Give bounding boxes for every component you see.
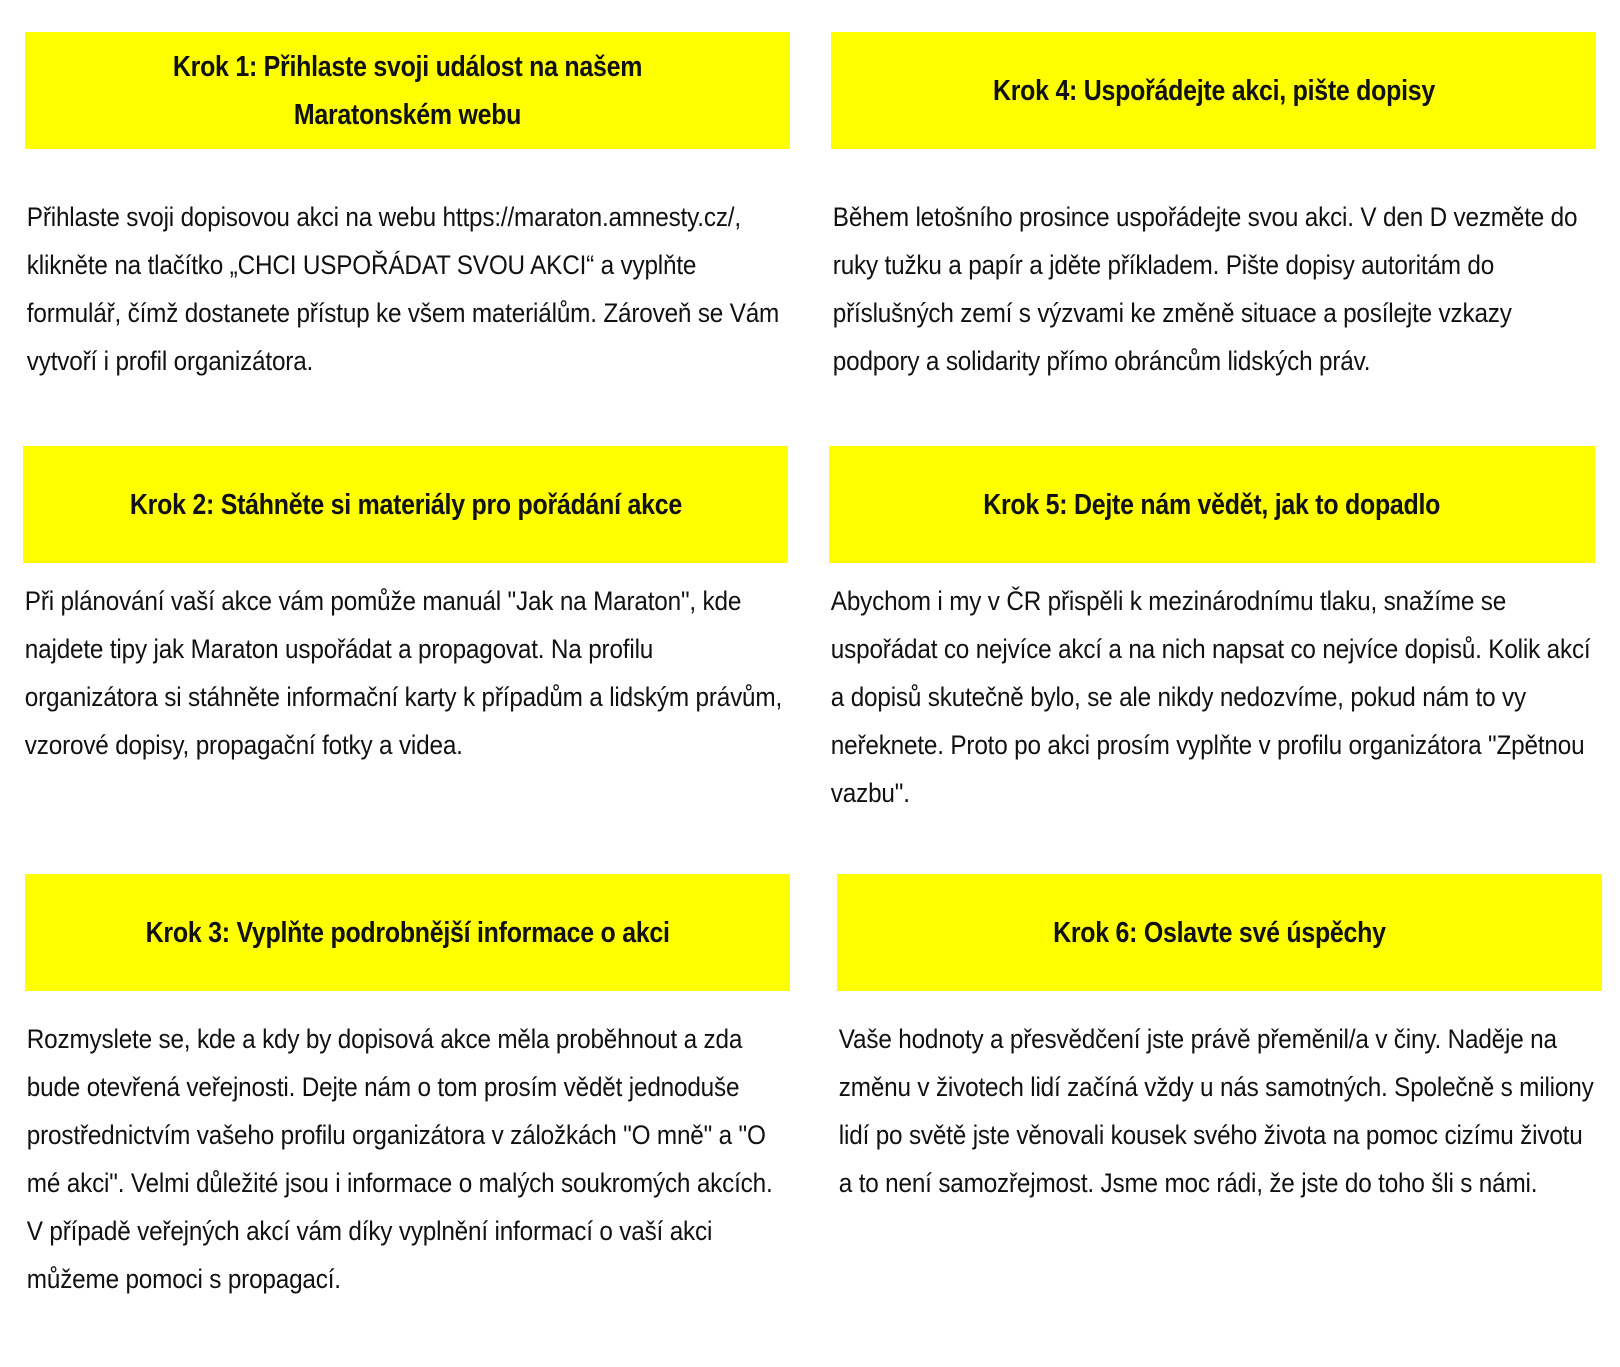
- step-6-text: Vaše hodnoty a přesvědčení jste právě přeměnil/a v činy. Naděje na změnu v životech lidí začíná vždy u nás samotných. Společně s miliony lidí po světě jste věnovali kousek svého života na pomoc cizímu životu a to není samozřejmost. Jsme moc rádi, že jste do toho šli s námi.: [838, 1024, 1594, 1198]
- step-3-header: [25, 874, 790, 991]
- step-4-title: Krok 4: Uspořádejte akci, pište dopisy: [992, 74, 1435, 107]
- step-4: [831, 32, 1596, 385]
- step-1-header: [25, 32, 790, 149]
- step-2-title: Krok 2: Stáhněte si materiály pro pořádání akce: [129, 488, 682, 521]
- step-3-text: Rozmyslete se, kde a kdy by dopisová akce měla proběhnout a zda bude otevřená veřejnosti. Dejte nám o tom prosím vědět jednoduše prostřednictvím vašeho profilu organizátora v záložkách "O mně" a "O mé akci". Velmi důležité jsou i informace o malých soukromých akcích. V případě veřejných akcí vám díky vyplnění informací o vaší akci můžeme pomoci s propagací.: [26, 1024, 773, 1294]
- step-2-header: [23, 446, 788, 563]
- step-5-title: Krok 5: Dejte nám vědět, jak to dopadlo: [983, 488, 1441, 521]
- step-4-text: Během letošního prosince uspořádejte svou akci. V den D vezměte do ruky tužku a papír a jděte příkladem. Pište dopisy autoritám do příslušných zemí s výzvami ke změně situace a posílejte vzkazy podpory a solidarity přímo obráncům lidských práv.: [832, 202, 1578, 376]
- step-3: [25, 874, 790, 1303]
- step-5: [829, 446, 1595, 817]
- step-1: [25, 32, 790, 385]
- step-6-title: Krok 6: Oslavte své úspěchy: [1053, 916, 1386, 949]
- step-5-text: Abychom i my v ČR přispěli k mezinárodnímu tlaku, snažíme se uspořádat co nejvíce akcí a na nich napsat co nejvíce dopisů. Kolik akcí a dopisů skutečně bylo, se ale nikdy nedozvíme, pokud nám to vy neřeknete. Proto po akci prosím vyplňte v profilu organizátora "Zpětnou vazbu".: [830, 586, 1591, 808]
- step-1-title: Krok 1: Přihlaste svoji událost na našem Maratonském webu: [172, 50, 643, 131]
- step-1-text: Přihlaste svoji dopisovou akci na webu https://maraton.amnesty.cz/, klikněte na tlačítko „CHCI USPOŘÁDAT SVOU AKCI“ a vyplňte formulář, čímž dostanete přístup ke všem materiálům. Zároveň se Vám vytvoří i profil organizátora.: [26, 202, 780, 376]
- step-6-header: [837, 874, 1602, 991]
- step-2: [23, 446, 788, 769]
- step-2-text: Při plánování vaší akce vám pomůže manuál "Jak na Maraton", kde najdete tipy jak Maraton uspořádat a propagovat. Na profilu organizátora si stáhněte informační karty k případům a lidským právům, vzorové dopisy, propagační fotky a videa.: [24, 586, 783, 760]
- step-6: [837, 874, 1602, 1207]
- step-3-title: Krok 3: Vyplňte podrobnější informace o akci: [145, 916, 670, 949]
- step-4-header: [831, 32, 1596, 149]
- step-5-header: [829, 446, 1595, 563]
